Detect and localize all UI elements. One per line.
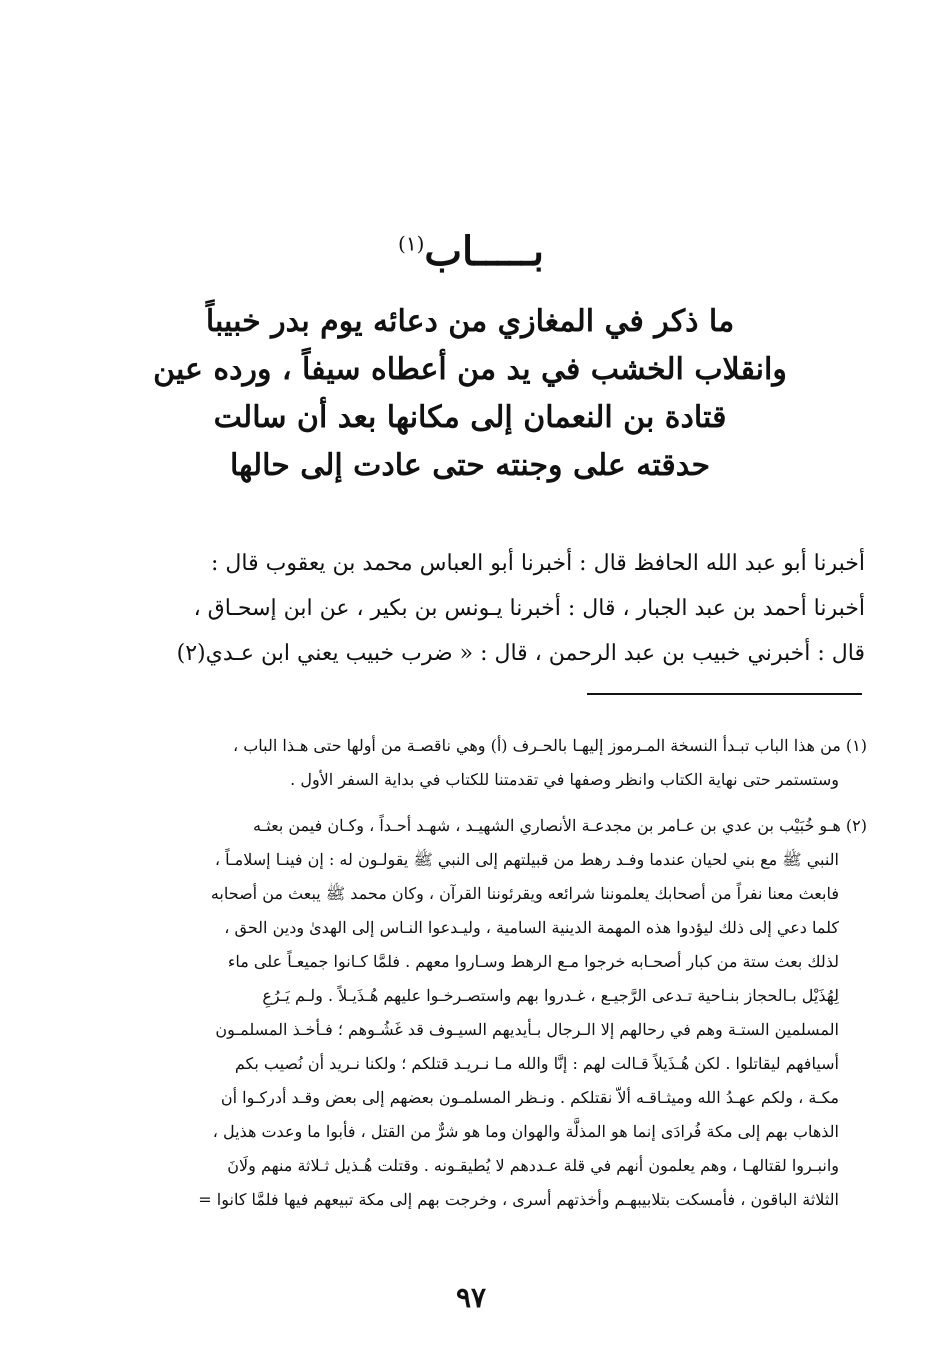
- footnote-line: كلما دعي إلى ذلك ليؤدوا هذه المهمة الدينية السامية ، وليـدعوا النـاس إلى الهدىٰ ودين الحق ،: [224, 918, 839, 937]
- text-line: قال : أخبرني خبيب بن عبد الرحمن ، قال : « ضرب خبيب يعني ابن عـدي(٢): [176, 641, 865, 666]
- title-line: حدقته على وجنته حتى عادت إلى حالها: [229, 448, 710, 483]
- footnote-line: مكـة ، ولكم عهـدُ الله وميثـاقـه ألاّ نقتلكم . ونـظر المسلمـون بعضهم إلى بعض وقـد أدركـوا أن: [220, 1088, 839, 1107]
- footnote-line: المسلمين الستـة وهم في رحالهم إلا الـرجال بـأيديهم السيـوف قد غَشُـوهم ؛ فـأخـذ المسلمـون: [215, 1020, 839, 1039]
- title-line: قتادة بن النعمان إلى مكانها بعد أن سالت: [213, 400, 727, 435]
- chapter-title: [120, 298, 820, 490]
- footnote-line: فابعث معنا نفراً من أصحابك يعلموننا شرائعه ويقرئوننا القرآن ، وكان محمد ﷺ يبعث من أصحابه: [210, 884, 839, 903]
- chapter-heading: [0, 228, 942, 275]
- footnote-line: النبي ﷺ مع بني لحيان عندما وفـد رهط من قبيلتهم إلى النبي ﷺ يقولـون له : إن فينـا إسلامـاً ،: [214, 850, 839, 869]
- page-number: ٩٧: [455, 1281, 487, 1314]
- footnote-separator: [587, 693, 862, 695]
- footnote-line: (١) من هذا الباب تبـدأ النسخة المـرموز إليهـا بالحـرف (أ) وهي ناقصـة من أولها حتى هـذا الباب ،: [232, 736, 867, 755]
- heading-footnote-marker: (١): [398, 231, 425, 256]
- text-line: أخبرنا أحمد بن عبد الجبار ، قال : أخبرنا يـونس بن بكير ، عن ابن إسحـاق ،: [193, 596, 865, 621]
- main-text: [80, 541, 865, 676]
- footnote-line: لذلك بعث ستة من كبار أصحـابه خرجوا مـع الرهط وسـاروا معهم . فلمَّا كـانوا جميعـاً على ماء: [227, 952, 839, 971]
- footnote-line: الثلاثة الباقون ، فأمسكت بتلابيبهـم وأخذتهم أسرى ، وخرجت بهم إلى مكة تبيعهم فيها فلمَّا كانوا =: [198, 1190, 839, 1209]
- footnote-line: (٢) هـو خُبَيْب بن عدي بن عـامر بن مجدعـة الأنصاري الشهيـد ، شهـد أحـداً ، وكـان فيمن بعثـه: [253, 816, 867, 835]
- footnote-2: [70, 809, 867, 1217]
- footnote-1: [70, 729, 867, 797]
- text-line: أخبرنا أبو عبد الله الحافظ قال : أخبرنا أبو العباس محمد بن يعقوب قال :: [211, 551, 865, 576]
- title-line: ما ذكر في المغازي من دعائه يوم بدر خبيباً: [205, 304, 735, 339]
- footnote-line: الذهاب بهم إلى مكة فُرادَى إنما هو المذلَّة والهوان وما هو شرٌّ من القتل ، فأبوا ما وعدت هذيل ،: [212, 1122, 839, 1141]
- footnote-line: وانبـروا لقتالهـا ، وهم يعلمون أنهم في قلة عـددهم لا يُطيقـونه . وقتلت هُـذيل ثـلاثة منهم ولَانَ: [227, 1156, 839, 1175]
- footnote-line: أسيافهم ليقاتلوا . لكن هُـذَيلاً قـالت لهم : إنَّا والله مـا نـريـد قتلكم ؛ ولكنا نـريد أن نُصيب بكم: [234, 1054, 839, 1073]
- footnotes: [70, 729, 867, 1217]
- footnote-line: وستستمر حتى نهاية الكتاب وانظر وصفها في تقدمتنا للكتاب في بداية السفر الأول .: [290, 770, 839, 789]
- title-line: وانقلاب الخشب في يد من أعطاه سيفاً ، ورده عين: [153, 352, 787, 387]
- footnote-line: لِهُذَيْل بـالحجاز بنـاحية تـدعى الرَّجيـع ، غـدروا بهم واستصـرخـوا عليهم هُـذَيـلاً . ولـم يَـرُعِ: [262, 986, 839, 1005]
- chapter-heading-text: بـــــاب: [424, 228, 544, 275]
